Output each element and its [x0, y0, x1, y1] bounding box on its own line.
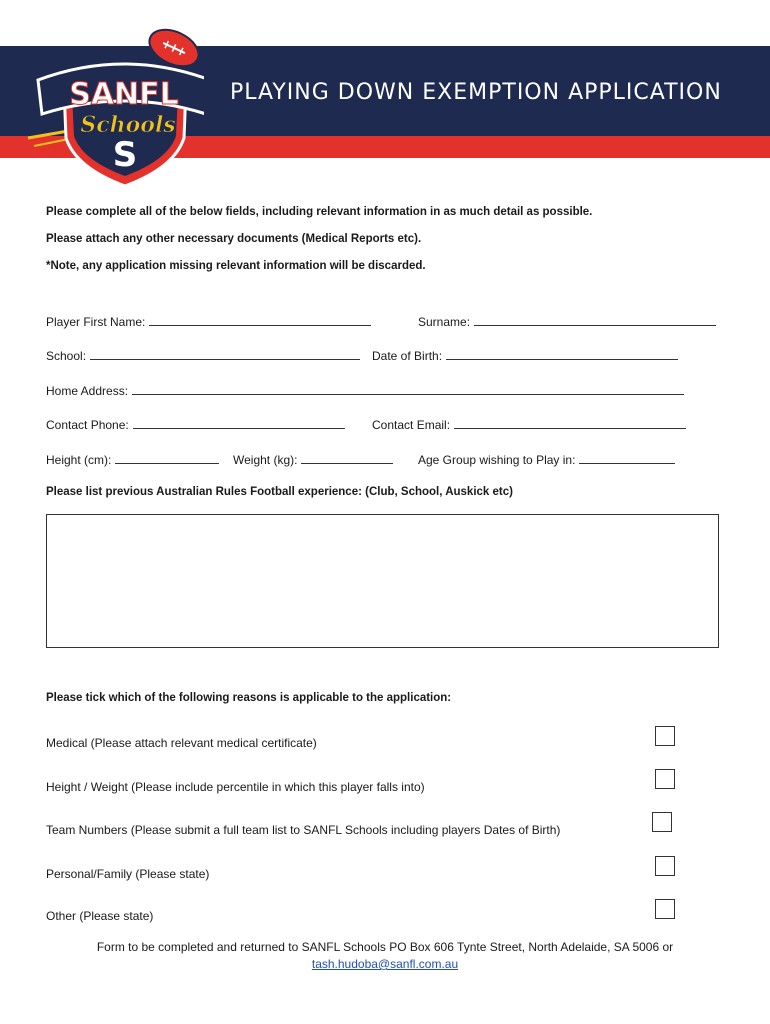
reason-team-numbers-label: Team Numbers (Please submit a full team list to SANFL Schools including players Dates of Birth) [46, 823, 561, 837]
phone-label: Contact Phone: [46, 418, 129, 432]
school-input-line[interactable] [90, 348, 360, 360]
reason-personal-family-checkbox[interactable] [655, 856, 675, 876]
reason-medical-label: Medical (Please attach relevant medical certificate) [46, 736, 317, 750]
address-label: Home Address: [46, 384, 129, 398]
reason-height-weight-checkbox[interactable] [655, 769, 675, 789]
intro-line-1: Please complete all of the below fields, including relevant information in as much detail as possible. [46, 206, 593, 218]
address-field[interactable] [46, 383, 684, 398]
surname-field[interactable] [418, 314, 716, 329]
intro-line-2: Please attach any other necessary documents (Medical Reports etc). [46, 233, 422, 245]
intro-note: *Note, any application missing relevant information will be discarded. [46, 260, 426, 272]
phone-input-line[interactable] [133, 417, 345, 429]
height-input-line[interactable] [115, 452, 219, 464]
logo-s: S [112, 135, 138, 175]
surname-input-line[interactable] [474, 314, 716, 326]
reason-medical-checkbox[interactable] [655, 726, 675, 746]
reasons-heading: Please tick which of the following reasons is applicable to the application: [46, 692, 452, 704]
footer-email-row [0, 957, 770, 971]
document-title: PLAYING DOWN EXEMPTION APPLICATION [230, 80, 722, 105]
dob-label: Date of Birth: [372, 349, 443, 363]
experience-label: Please list previous Australian Rules Football experience: (Club, School, Auskick etc) [46, 486, 513, 498]
weight-label: Weight (kg): [233, 453, 298, 467]
footer-instructions: Form to be completed and returned to SANFL Schools PO Box 606 Tynte Street, North Adelaide, SA 5006 or [96, 940, 674, 954]
footer-email-link[interactable]: tash.hudoba@sanfl.com.au [311, 957, 459, 971]
email-field[interactable] [372, 417, 686, 432]
address-input-line[interactable] [132, 383, 684, 395]
age-group-label: Age Group wishing to Play in: [418, 453, 576, 467]
reason-personal-family-label: Personal/Family (Please state) [46, 867, 210, 881]
weight-input-line[interactable] [301, 452, 393, 464]
school-label: School: [46, 349, 87, 363]
age-group-input-line[interactable] [579, 452, 675, 464]
dob-input-line[interactable] [446, 348, 678, 360]
weight-field[interactable] [233, 452, 393, 467]
dob-field[interactable] [372, 348, 678, 363]
phone-field[interactable] [46, 417, 345, 432]
experience-textbox[interactable] [46, 514, 719, 648]
surname-label: Surname: [418, 315, 471, 329]
height-field[interactable] [46, 452, 219, 467]
age-group-field[interactable] [418, 452, 675, 467]
sanfl-schools-logo [24, 18, 204, 190]
reason-other-label: Other (Please state) [46, 909, 154, 923]
logo-sanfl: SANFL [69, 77, 179, 112]
logo-schools: Schools [80, 112, 176, 138]
height-label: Height (cm): [46, 453, 112, 467]
first-name-label: Player First Name: [46, 315, 146, 329]
school-field[interactable] [46, 348, 360, 363]
first-name-field[interactable] [46, 314, 371, 329]
first-name-input-line[interactable] [149, 314, 371, 326]
email-input-line[interactable] [454, 417, 686, 429]
reason-team-numbers-checkbox[interactable] [652, 812, 672, 832]
reason-other-checkbox[interactable] [655, 899, 675, 919]
email-label: Contact Email: [372, 418, 451, 432]
reason-height-weight-label: Height / Weight (Please include percentile in which this player falls into) [46, 780, 425, 794]
